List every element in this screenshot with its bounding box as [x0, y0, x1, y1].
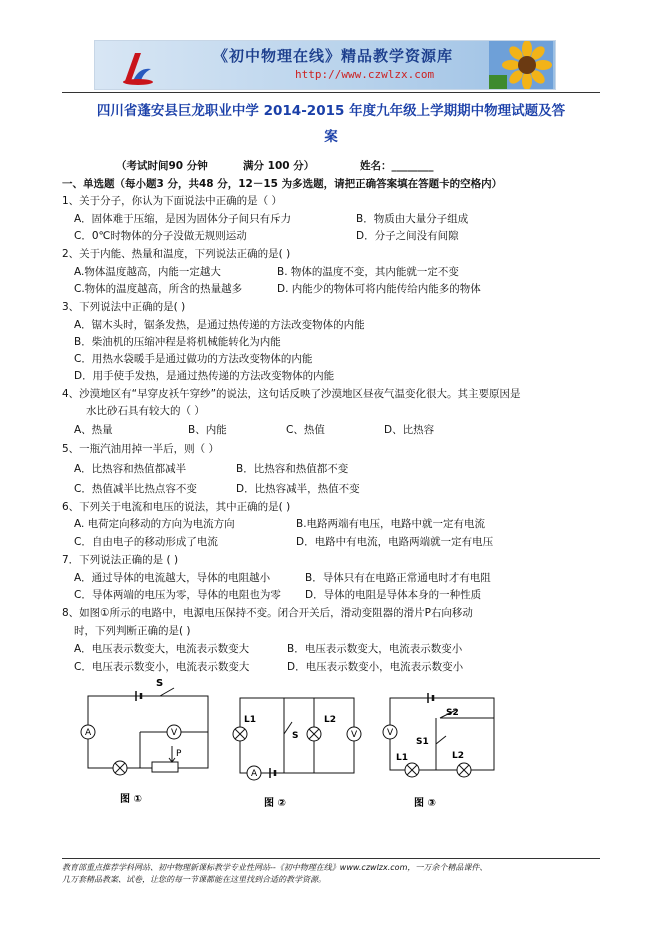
q4-stem-cont: 水比砂石具有较大的（ ） [86, 405, 205, 417]
q7-option-b: B．导体只有在电路正常通电时才有电阻 [305, 572, 491, 584]
q3-option-a: A．锯木头时，锯条发热，是通过热传递的方法改变物体的内能 [74, 319, 365, 331]
q1-option-c: C．0℃时物体的分子没做无规则运动 [74, 230, 247, 242]
exam-score: 满分 100 分） [243, 160, 315, 172]
q1-stem: 1、关于分子，你认为下面说法中正确的是（ ） [62, 195, 283, 207]
exam-name-field: 姓名：________ [360, 160, 434, 172]
q4-option-b: B、内能 [188, 424, 227, 436]
q6-option-b: B.电路两端有电压，电路中就一定有电流 [296, 518, 486, 530]
q2-stem: 2、关于内能、热量和温度，下列说法正确的是( ) [62, 248, 291, 260]
q5-option-c: C．热值减半比热点容不变 [74, 483, 197, 495]
q6-option-d: D．电路中有电流，电路两端就一定有电压 [296, 536, 494, 548]
q5-option-a: A．比热容和热值都减半 [74, 463, 187, 475]
q8-option-d: D．电压表示数变小，电流表示数变小 [287, 661, 464, 673]
fig3-caption: 图 ③ [414, 798, 436, 809]
q4-stem: 4、沙漠地区有“早穿皮袄午穿纱”的说法，这句话反映了沙漠地区昼夜气温变化很大。其主要原因是 [62, 388, 521, 400]
circuit-figure-1 [80, 676, 220, 806]
page-title [62, 98, 600, 150]
fig2-l1-label: L1 [244, 715, 256, 725]
fig1-switch-label: S [156, 678, 164, 689]
q7-option-a: A．通过导体的电流越大，导体的电阻越小 [74, 572, 271, 584]
q5-option-b: B．比热容和热值都不变 [236, 463, 349, 475]
fig2-ammeter-label: A [251, 769, 258, 779]
q1-option-d: D．分子之间没有间隙 [356, 230, 459, 242]
q1-option-b: B．物质由大量分子组成 [356, 213, 469, 225]
sunflower-icon [489, 41, 553, 89]
q6-option-c: C．自由电子的移动形成了电流 [74, 536, 218, 548]
q8-stem-cont: 时，下列判断正确的是( ) [74, 625, 191, 637]
fig3-voltmeter-label: V [387, 728, 394, 738]
footer-line2: 几万套精品教案、试卷，让您的每一节课都能在这里找到合适的教学资源。 [62, 875, 326, 884]
q4-option-a: A、热量 [74, 424, 113, 436]
fig3-l1-label: L1 [396, 753, 408, 763]
fig1-caption: 图 ① [120, 794, 142, 805]
q6-option-a: A. 电荷定向移动的方向为电流方向 [74, 518, 235, 530]
fig2-caption: 图 ② [264, 798, 286, 809]
fig3-s2-label: S2 [446, 708, 459, 718]
page-title-line2: 案 [324, 129, 338, 145]
circuit-figure-2 [230, 690, 370, 810]
fig2-switch-label: S [292, 731, 299, 741]
fig1-ammeter-label: A [85, 728, 92, 738]
exam-time: （考试时间90 分钟 [116, 160, 208, 172]
q7-stem: 7．下列说法正确的是 ( ) [62, 554, 179, 566]
q1-option-a: A．固体难于压缩，是因为固体分子间只有斥力 [74, 213, 292, 225]
fig1-voltmeter-label: V [171, 728, 178, 738]
banner-url: http://www.czwlzx.com [295, 68, 435, 81]
fig2-l2-label: L2 [324, 715, 336, 725]
q2-option-a: A.物体温度越高，内能一定越大 [74, 266, 221, 278]
header-banner [94, 40, 556, 90]
fig3-s1-label: S1 [416, 737, 429, 747]
q8-option-a: A．电压表示数变大，电流表示数变大 [74, 643, 250, 655]
footer-line1: 教育部重点推荐学科网站、初中物理新课标教学专业性网站--《初中物理在线》www.czwlzx.com，一万余个精品课件、 [62, 863, 488, 872]
header-rule [62, 92, 600, 93]
q8-option-c: C．电压表示数变小，电流表示数变大 [74, 661, 250, 673]
q6-stem: 6、下列关于电流和电压的说法，其中正确的是( ) [62, 501, 291, 513]
q3-option-b: B．柴油机的压缩冲程是将机械能转化为内能 [74, 336, 281, 348]
fig2-voltmeter-label: V [351, 730, 358, 740]
section-heading: 一、单选题（每小题3 分，共48 分，12－15 为多选题，请把正确答案填在答题卡的空格内） [62, 178, 503, 190]
q2-option-c: C.物体的温度越高，所含的热量越多 [74, 283, 243, 295]
fig1-slider-label: P [176, 749, 182, 759]
q7-option-c: C．导体两端的电压为零，导体的电阻也为零 [74, 589, 281, 601]
q8-stem: 8、如图①所示的电路中，电源电压保持不变。闭合开关后，滑动变阻器的滑片P右向移动 [62, 607, 473, 619]
footer-rule [62, 858, 600, 859]
q2-option-d: D. 内能少的物体可将内能传给内能多的物体 [277, 283, 481, 295]
banner-title: 《初中物理在线》精品教学资源库 [213, 47, 454, 65]
q4-option-d: D、比热容 [384, 424, 435, 436]
q2-option-b: B. 物体的温度不变，其内能就一定不变 [277, 266, 459, 278]
q5-option-d: D．比热容减半，热值不变 [236, 483, 360, 495]
circuit-figure-3 [380, 688, 510, 812]
q7-option-d: D．导体的电阻是导体本身的一种性质 [305, 589, 482, 601]
site-logo-icon [121, 47, 155, 85]
q3-stem: 3、下列说法中正确的是( ) [62, 301, 186, 313]
q3-option-c: C．用热水袋暖手是通过做功的方法改变物体的内能 [74, 353, 313, 365]
q4-option-c: C、热值 [286, 424, 325, 436]
page-footer [62, 862, 602, 886]
q8-option-b: B．电压表示数变大，电流表示数变小 [287, 643, 463, 655]
page-title-line1: 四川省蓬安县巨龙职业中学 2014-2015 年度九年级上学期期中物理试题及答 [96, 103, 566, 119]
fig3-l2-label: L2 [452, 751, 464, 761]
q5-stem: 5、一瓶汽油用掉一半后，则（ ） [62, 443, 220, 455]
q3-option-d: D．用手使手发热，是通过热传递的方法改变物体的内能 [74, 370, 335, 382]
